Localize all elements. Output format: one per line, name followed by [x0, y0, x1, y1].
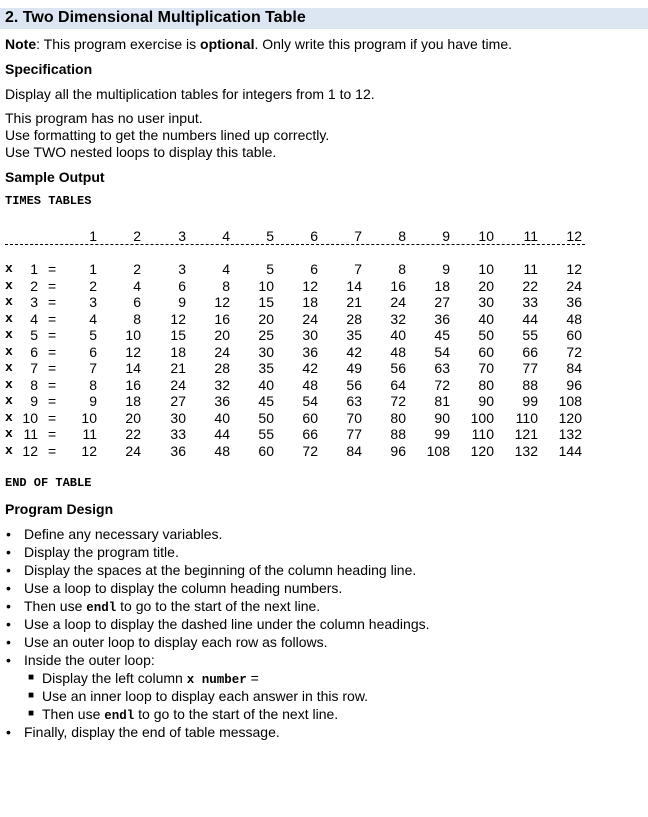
column-heading: 8 [398, 228, 406, 244]
table-cell: 30 [170, 409, 186, 426]
table-cell: 32 [214, 376, 230, 393]
code-text: endl [104, 709, 135, 723]
table-cell: 40 [478, 310, 494, 327]
table-cell: 6 [310, 261, 318, 277]
table-cell: 10 [258, 277, 274, 294]
table-cell: 90 [434, 409, 450, 426]
table-cell: 99 [522, 393, 538, 409]
design-bullet [0, 525, 430, 543]
table-cell: 60 [302, 409, 318, 426]
table-cell: 18 [434, 277, 450, 294]
table-cell: 144 [558, 442, 582, 459]
row-number: 4 [30, 310, 38, 327]
table-cell: 110 [515, 409, 538, 426]
bullet-text: Use a loop to display the column heading numbers. [24, 580, 343, 596]
design-bullet [0, 705, 430, 723]
table-cell: 21 [346, 294, 362, 310]
table-cell: 27 [170, 393, 186, 409]
table-cell: 54 [302, 393, 318, 409]
bullet-icon: • [6, 634, 11, 650]
table-cell: 44 [214, 426, 230, 442]
table-cell: 18 [125, 393, 141, 409]
table-cell: 60 [566, 327, 582, 343]
table-cell: 48 [214, 442, 230, 459]
table-cell: 55 [522, 327, 538, 343]
table-cell: 20 [478, 277, 494, 294]
design-bullet [0, 723, 430, 741]
table-cell: 99 [434, 426, 450, 442]
design-bullet [0, 561, 430, 579]
row-prefix: x [5, 426, 13, 441]
table-cell: 9 [89, 393, 97, 409]
bullet-text: Inside the outer loop: [24, 652, 155, 668]
bullet-icon: • [6, 544, 11, 560]
row-equals: = [48, 442, 57, 459]
row-prefix: x [5, 261, 13, 276]
table-cell: 11 [82, 426, 97, 442]
table-cell: 50 [478, 327, 494, 343]
table-cell: 77 [346, 426, 362, 442]
table-cell: 24 [214, 343, 230, 360]
table-cell: 14 [125, 360, 141, 376]
table-cell: 6 [178, 277, 186, 294]
table-cell: 72 [434, 376, 450, 393]
table-cell: 36 [214, 393, 230, 409]
table-row [5, 294, 595, 310]
row-number: 8 [30, 376, 38, 393]
column-heading: 3 [178, 228, 186, 244]
spec-line: Use TWO nested loops to display this table. [5, 144, 277, 160]
row-prefix: x [5, 327, 13, 342]
table-cell: 48 [390, 343, 406, 360]
bullet-icon: • [6, 562, 11, 578]
table-cell: 8 [89, 376, 97, 393]
table-cell: 24 [566, 277, 582, 294]
row-equals: = [48, 277, 57, 294]
table-cell: 54 [434, 343, 450, 360]
table-cell: 80 [390, 409, 406, 426]
square-bullet-icon: ■ [28, 672, 35, 683]
row-equals: = [48, 310, 57, 327]
table-cell: 3 [89, 294, 97, 310]
table-cell: 2 [89, 277, 97, 294]
table-cell: 24 [302, 310, 318, 327]
table-cell: 21 [170, 360, 186, 376]
bullet-text: to go to the start of the next line. [134, 706, 339, 722]
table-cell: 63 [346, 393, 362, 409]
table-row [5, 443, 595, 459]
table-cell: 32 [390, 310, 406, 327]
row-equals: = [48, 261, 57, 277]
table-cell: 36 [566, 294, 582, 310]
table-cell: 16 [214, 310, 230, 327]
table-cell: 64 [390, 376, 406, 393]
note-label: Note [5, 36, 37, 52]
times-tables-title: TIMES TABLES [5, 194, 92, 208]
table-cell: 36 [170, 442, 186, 459]
design-bullet [0, 579, 430, 597]
row-number: 2 [30, 277, 38, 294]
row-number: 6 [30, 343, 38, 360]
table-cell: 72 [302, 442, 318, 459]
column-heading: 11 [523, 228, 538, 244]
bullet-text: Use an inner loop to display each answer in this row. [42, 688, 369, 704]
row-equals: = [48, 343, 57, 360]
table-cell: 45 [434, 327, 450, 343]
row-prefix: x [5, 393, 13, 408]
table-cell: 36 [434, 310, 450, 327]
design-bullet [0, 615, 430, 633]
bullet-text: Use an outer loop to display each row as follows. [24, 634, 328, 650]
table-cell: 42 [302, 360, 318, 376]
table-cell: 28 [214, 360, 230, 376]
column-heading: 9 [442, 228, 450, 244]
table-cell: 30 [478, 294, 494, 310]
bullet-icon: • [6, 724, 11, 740]
bullet-text: to go to the start of the next line. [116, 598, 321, 614]
bullet-icon: • [6, 652, 11, 668]
table-cell: 9 [178, 294, 186, 310]
table-cell: 30 [258, 343, 274, 360]
design-bullet [0, 669, 430, 687]
table-cell: 20 [214, 327, 230, 343]
table-cell: 28 [346, 310, 362, 327]
note-text-after: . Only write this program if you have time. [254, 36, 513, 52]
table-cell: 60 [478, 343, 494, 360]
table-cell: 6 [133, 294, 141, 310]
table-cell: 20 [258, 310, 274, 327]
table-cell: 15 [258, 294, 274, 310]
section-heading-bar [0, 8, 648, 29]
program-design-list [0, 525, 430, 741]
row-number: 9 [30, 393, 38, 409]
table-cell: 77 [522, 360, 538, 376]
table-cell: 12 [81, 442, 97, 459]
table-cell: 15 [170, 327, 186, 343]
table-cell: 9 [442, 261, 450, 277]
table-row [5, 327, 595, 343]
table-cell: 90 [478, 393, 494, 409]
table-cell: 24 [390, 294, 406, 310]
table-cell: 81 [434, 393, 450, 409]
column-heading-row [5, 228, 595, 244]
table-cell: 24 [125, 442, 141, 459]
design-bullet [0, 651, 430, 669]
design-bullet [0, 543, 430, 561]
table-cell: 18 [302, 294, 318, 310]
table-cell: 20 [125, 409, 141, 426]
table-cell: 35 [346, 327, 362, 343]
row-number: 1 [30, 261, 38, 277]
row-prefix: x [5, 294, 13, 309]
column-heading: 7 [354, 228, 362, 244]
table-cell: 70 [346, 409, 362, 426]
table-cell: 14 [346, 277, 362, 294]
table-cell: 10 [81, 409, 97, 426]
table-cell: 72 [390, 393, 406, 409]
row-equals: = [48, 409, 57, 426]
table-cell: 50 [258, 409, 274, 426]
table-cell: 66 [302, 426, 318, 442]
dashed-divider [5, 244, 585, 245]
bullet-icon: • [6, 616, 11, 632]
table-cell: 60 [258, 442, 274, 459]
table-cell: 10 [125, 327, 141, 343]
column-heading: 1 [89, 228, 97, 244]
table-cell: 4 [133, 277, 141, 294]
row-prefix: x [5, 277, 13, 293]
table-cell: 12 [214, 294, 230, 310]
column-heading: 4 [222, 228, 230, 244]
bullet-text: Display the left column [42, 670, 187, 686]
note-emphasis: optional [200, 36, 255, 52]
row-prefix: x [5, 376, 13, 392]
end-of-table-line: END OF TABLE [5, 476, 92, 490]
bullet-text: Use a loop to display the dashed line under the column headings. [24, 616, 430, 632]
table-cell: 110 [471, 426, 494, 442]
bullet-icon: • [6, 526, 11, 542]
table-cell: 16 [125, 376, 141, 393]
table-cell: 36 [302, 343, 318, 360]
table-cell: 22 [522, 277, 538, 294]
table-cell: 6 [89, 343, 97, 360]
row-prefix: x [5, 310, 13, 326]
table-cell: 56 [390, 360, 406, 376]
table-row [5, 393, 595, 409]
table-cell: 27 [434, 294, 450, 310]
table-cell: 33 [170, 426, 186, 442]
table-cell: 5 [266, 261, 274, 277]
table-cell: 88 [522, 376, 538, 393]
table-cell: 30 [302, 327, 318, 343]
design-bullet [0, 633, 430, 651]
table-row [5, 410, 595, 426]
table-cell: 25 [258, 327, 274, 343]
table-row [5, 426, 595, 442]
table-cell: 8 [222, 277, 230, 294]
table-cell: 40 [390, 327, 406, 343]
column-heading: 6 [310, 228, 318, 244]
section-title: 2. Two Dimensional Multiplication Table [5, 9, 306, 26]
table-row [5, 360, 595, 376]
table-cell: 42 [346, 343, 362, 360]
row-prefix: x [5, 442, 13, 458]
table-row [5, 344, 595, 360]
table-cell: 16 [390, 277, 406, 294]
table-cell: 49 [346, 360, 362, 376]
table-cell: 45 [258, 393, 274, 409]
table-cell: 63 [434, 360, 450, 376]
table-cell: 40 [214, 409, 230, 426]
table-cell: 48 [302, 376, 318, 393]
table-cell: 80 [478, 376, 494, 393]
table-cell: 18 [170, 343, 186, 360]
note-text-before: : This program exercise is [36, 36, 201, 52]
square-bullet-icon: ■ [28, 708, 35, 719]
column-heading: 2 [133, 228, 141, 244]
table-cell: 121 [514, 426, 538, 442]
column-heading: 10 [478, 228, 494, 244]
table-cell: 12 [302, 277, 318, 294]
table-cell: 120 [470, 442, 494, 459]
row-number: 11 [23, 426, 38, 442]
table-cell: 96 [390, 442, 406, 459]
table-cell: 84 [566, 360, 582, 376]
column-heading: 12 [566, 228, 582, 244]
table-cell: 4 [222, 261, 230, 277]
table-cell: 24 [170, 376, 186, 393]
spec-line: Display all the multiplication tables for integers from 1 to 12. [5, 86, 375, 102]
table-cell: 88 [390, 426, 406, 442]
table-cell: 2 [133, 261, 141, 277]
row-equals: = [48, 376, 57, 393]
table-cell: 56 [346, 376, 362, 393]
table-cell: 5 [89, 327, 97, 343]
program-design-heading: Program Design [5, 501, 114, 517]
table-cell: 132 [558, 426, 582, 442]
row-number: 5 [30, 327, 38, 343]
table-cell: 11 [523, 261, 538, 277]
spec-line: Use formatting to get the numbers lined up correctly. [5, 127, 330, 143]
note-line [5, 36, 512, 52]
table-cell: 8 [398, 261, 406, 277]
table-cell: 7 [89, 360, 97, 376]
row-number: 10 [22, 409, 38, 426]
bullet-text: = [246, 670, 259, 686]
row-prefix: x [5, 360, 13, 375]
bullet-icon: • [6, 598, 11, 614]
table-cell: 120 [558, 409, 582, 426]
code-text: x number [186, 673, 247, 687]
table-cell: 8 [133, 310, 141, 327]
table-cell: 7 [354, 261, 362, 277]
bullet-text: Display the program title. [24, 544, 179, 560]
table-cell: 132 [514, 442, 538, 459]
row-number: 12 [22, 442, 38, 459]
table-cell: 3 [178, 261, 186, 277]
row-number: 3 [30, 294, 38, 310]
table-row [5, 261, 595, 277]
row-prefix: x [5, 343, 13, 359]
table-cell: 72 [566, 343, 582, 360]
sample-output-heading: Sample Output [5, 169, 105, 185]
table-row [5, 377, 595, 393]
bullet-text: Define any necessary variables. [24, 526, 223, 542]
table-cell: 12 [125, 343, 141, 360]
column-heading: 5 [266, 228, 274, 244]
specification-heading: Specification [5, 61, 93, 77]
table-cell: 55 [258, 426, 274, 442]
table-cell: 10 [478, 261, 494, 277]
row-number: 7 [30, 360, 38, 376]
row-equals: = [48, 360, 57, 376]
table-cell: 12 [170, 310, 186, 327]
table-cell: 22 [125, 426, 141, 442]
table-cell: 100 [470, 409, 494, 426]
bullet-text: Finally, display the end of table message. [24, 724, 280, 740]
table-cell: 48 [566, 310, 582, 327]
table-cell: 70 [478, 360, 494, 376]
code-text: endl [86, 601, 117, 615]
spec-line: This program has no user input. [5, 110, 203, 126]
row-equals: = [48, 294, 57, 310]
table-cell: 1 [89, 261, 97, 277]
table-cell: 33 [522, 294, 538, 310]
table-cell: 108 [426, 442, 450, 459]
bullet-icon: • [6, 580, 11, 596]
table-cell: 40 [258, 376, 274, 393]
bullet-text: Then use [42, 706, 105, 722]
table-row [5, 311, 595, 327]
table-cell: 35 [258, 360, 274, 376]
row-equals: = [48, 426, 57, 442]
table-cell: 84 [346, 442, 362, 459]
table-cell: 108 [558, 393, 582, 409]
design-bullet [0, 597, 430, 615]
table-cell: 4 [89, 310, 97, 327]
row-equals: = [48, 393, 57, 409]
table-cell: 12 [566, 261, 582, 277]
square-bullet-icon: ■ [28, 690, 35, 701]
table-cell: 66 [522, 343, 538, 360]
bullet-text: Then use [24, 598, 87, 614]
row-prefix: x [5, 409, 13, 425]
design-bullet [0, 687, 430, 705]
table-cell: 96 [566, 376, 582, 393]
table-cell: 44 [522, 310, 538, 327]
table-row [5, 278, 595, 294]
bullet-text: Display the spaces at the beginning of the column heading line. [24, 562, 417, 578]
row-equals: = [48, 327, 57, 343]
